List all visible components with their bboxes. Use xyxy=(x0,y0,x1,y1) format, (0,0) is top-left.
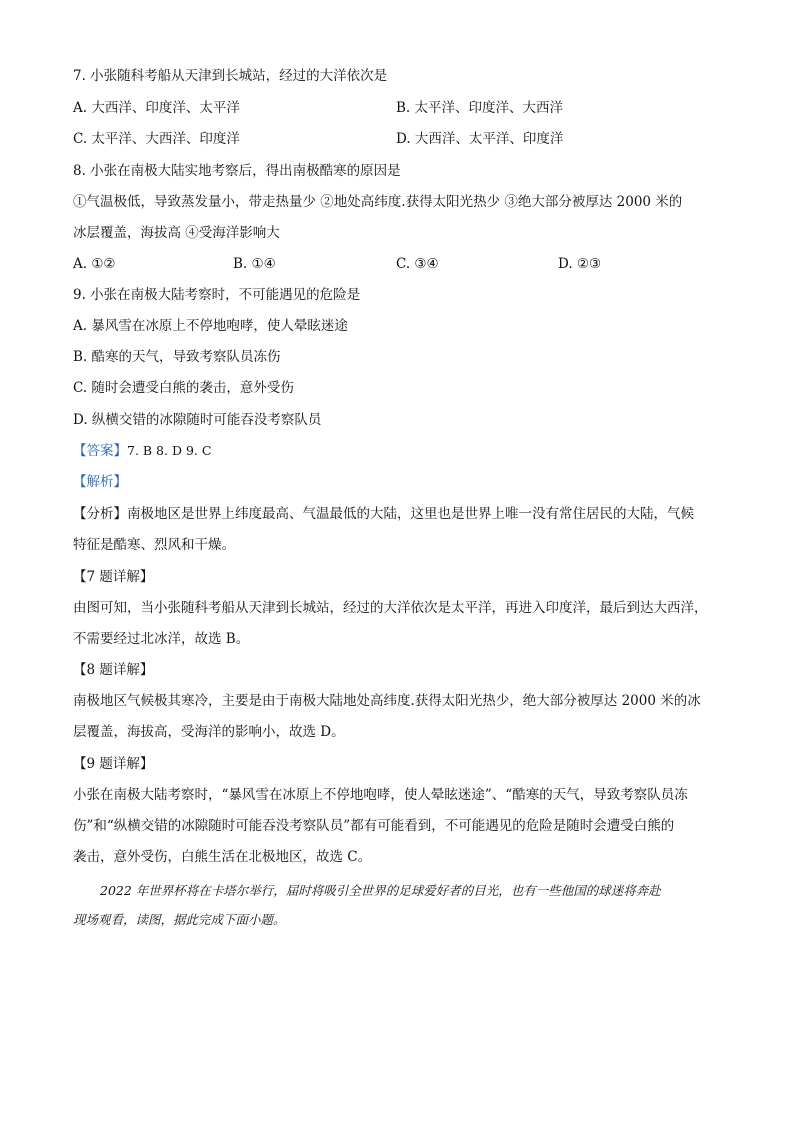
q7-option-a: A. 大西洋、印度洋、太平洋 xyxy=(73,100,240,116)
detail9-tag: 【9 题详解】 xyxy=(73,756,154,772)
fenxi-line2: 特征是酷寒、烈风和干燥。 xyxy=(73,537,235,553)
detail8-line1: 南极地区气候极其寒冷，主要是由于南极大陆地处高纬度.获得太阳光热少，绝大部分被厚达 2000 米的冰 xyxy=(73,693,701,709)
q8-statement-line2: 冰层覆盖，海拔高 ④受海洋影响大 xyxy=(73,225,280,241)
answer-tag: 【答案】 xyxy=(73,443,127,459)
detail9-line2: 伤”和“纵横交错的冰隙随时可能吞没考察队员”都有可能看到，不可能遇见的危险是随时会遭受白熊的 xyxy=(73,818,675,834)
intro-line1: 2022 年世界杯将在卡塔尔举行，届时将吸引全世界的足球爱好者的目光，也有一些他国的球迷将奔赴 xyxy=(100,883,661,898)
q7-option-c: C. 太平洋、大西洋、印度洋 xyxy=(73,131,240,147)
detail7-tag: 【7 题详解】 xyxy=(73,569,154,585)
q8-option-b: B. ①④ xyxy=(233,256,276,272)
fenxi-tag: 【分析】 xyxy=(73,506,127,522)
q9-option-b: B. 酷寒的天气，导致考察队员冻伤 xyxy=(73,349,281,365)
q8-statement-line1: ①气温极低，导致蒸发量小，带走热量少 ②地处高纬度.获得太阳光热少 ③绝大部分被厚达 2000 米的 xyxy=(73,194,683,210)
q8-option-c: C. ③④ xyxy=(396,256,439,272)
q9-option-d: D. 纵横交错的冰隙随时可能吞没考察队员 xyxy=(73,412,322,428)
fenxi-text: 南极地区是世界上纬度最高、气温最低的大陆，这里也是世界上唯一没有常住居民的大陆，气候 xyxy=(127,506,694,522)
q9-option-c: C. 随时会遭受白熊的袭击，意外受伤 xyxy=(73,380,294,396)
q8-stem: 8. 小张在南极大陆实地考察后，得出南极酷寒的原因是 xyxy=(73,163,401,179)
detail9-line1: 小张在南极大陆考察时，“暴风雪在冰原上不停地咆哮，使人晕眩迷途”、“酷寒的天气，导致考察队员冻 xyxy=(73,787,688,803)
detail8-line2: 层覆盖，海拔高，受海洋的影响小，故选 D。 xyxy=(73,724,345,740)
answer-text: 7. B 8. D 9. C xyxy=(127,443,212,458)
q9-stem: 9. 小张在南极大陆考察时，不可能遇见的危险是 xyxy=(73,287,361,303)
intro-line2: 现场观看，读图，据此完成下面小题。 xyxy=(73,912,286,927)
q7-option-b: B. 太平洋、印度洋、大西洋 xyxy=(396,100,564,116)
detail7-line2: 不需要经过北冰洋，故选 B。 xyxy=(73,631,250,647)
q7-option-d: D. 大西洋、太平洋、印度洋 xyxy=(396,131,564,147)
q8-option-a: A. ①② xyxy=(73,256,116,272)
answer-line xyxy=(73,442,211,460)
detail9-line3: 袭击，意外受伤，白熊生活在北极地区，故选 C。 xyxy=(73,849,372,865)
q8-option-d: D. ②③ xyxy=(558,256,602,272)
q7-stem: 7. 小张随科考船从天津到长城站，经过的大洋依次是 xyxy=(73,68,388,84)
detail7-line1: 由图可知，当小张随科考船从天津到长城站，经过的大洋依次是太平洋，再进入印度洋，最后到达大西洋， xyxy=(73,600,708,616)
fenxi-line1 xyxy=(73,505,694,523)
analysis-tag: 【解析】 xyxy=(73,474,127,490)
q9-option-a: A. 暴风雪在冰原上不停地咆哮，使人晕眩迷途 xyxy=(73,318,348,334)
detail8-tag: 【8 题详解】 xyxy=(73,662,154,678)
